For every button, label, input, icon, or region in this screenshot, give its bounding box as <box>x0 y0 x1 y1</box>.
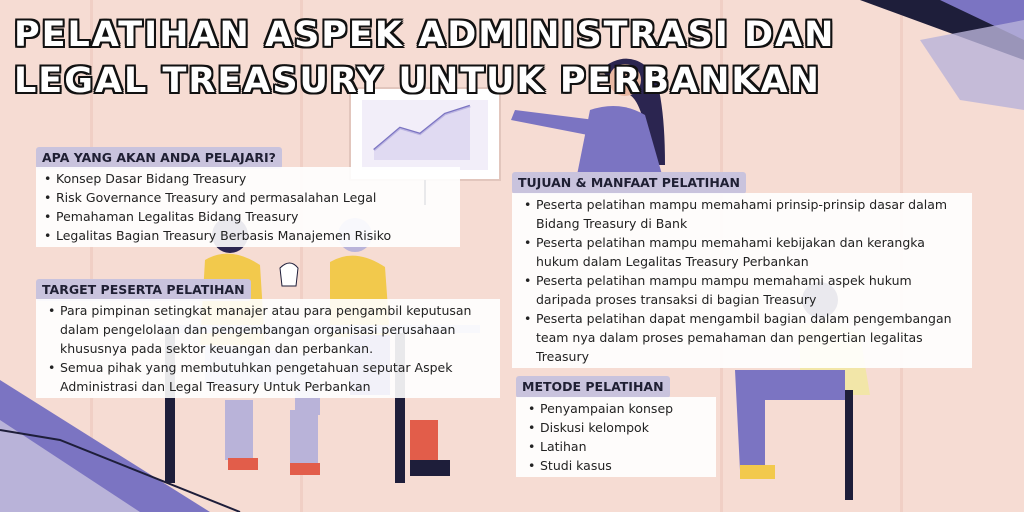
method-list <box>526 399 708 475</box>
learn-list <box>42 169 452 245</box>
list-item: • Peserta pelatihan mampu memahami kebijakan dan kerangka hukum dalam Legalitas Treasury Perbankan <box>522 233 964 271</box>
title-line-1: PELATIHAN ASPEK ADMINISTRASI DAN <box>14 15 836 55</box>
title-line-2: LEGAL TREASURY UNTUK PERBANKAN <box>14 61 821 101</box>
list-item: • Pemahaman Legalitas Bidang Treasury <box>42 207 452 226</box>
list-item: • Konsep Dasar Bidang Treasury <box>42 169 452 188</box>
list-item: • Para pimpinan setingkat manajer atau para pengambil keputusan dalam pengelolaan dan pengembangan organisasi perusahaan khususnya pada sektor keuangan dan perbankan. <box>46 301 492 358</box>
method-heading: METODE PELATIHAN <box>516 376 670 398</box>
list-item: • Semua pihak yang membutuhkan pengetahuan seputar Aspek Administrasi dan Legal Treasury Untuk Perbankan <box>46 358 492 396</box>
goals-heading: TUJUAN & MANFAAT PELATIHAN <box>512 172 746 194</box>
list-item: • Peserta pelatihan mampu memahami prinsip-prinsip dasar dalam Bidang Treasury di Bank <box>522 195 964 233</box>
goals-list <box>522 195 964 366</box>
target-panel <box>36 299 500 398</box>
target-heading: TARGET PESERTA PELATIHAN <box>36 279 251 301</box>
list-item: • Peserta pelatihan mampu mampu memahami aspek hukum daripada proses transaksi di bagian Treasury <box>522 271 964 309</box>
learn-panel <box>36 167 460 247</box>
goals-panel <box>512 193 972 368</box>
list-item: • Risk Governance Treasury and permasalahan Legal <box>42 188 452 207</box>
method-panel <box>516 397 716 477</box>
list-item: • Studi kasus <box>526 456 708 475</box>
target-list <box>46 301 492 396</box>
list-item: • Penyampaian konsep <box>526 399 708 418</box>
learn-heading: APA YANG AKAN ANDA PELAJARI? <box>36 147 282 169</box>
list-item: • Peserta pelatihan dapat mengambil bagian dalam pengembangan team nya dalam proses pemahaman dan pengertian legalitas Treasury <box>522 309 964 366</box>
list-item: • Latihan <box>526 437 708 456</box>
list-item: • Legalitas Bagian Treasury Berbasis Manajemen Risiko <box>42 226 452 245</box>
page-title <box>14 12 1004 104</box>
list-item: • Diskusi kelompok <box>526 418 708 437</box>
